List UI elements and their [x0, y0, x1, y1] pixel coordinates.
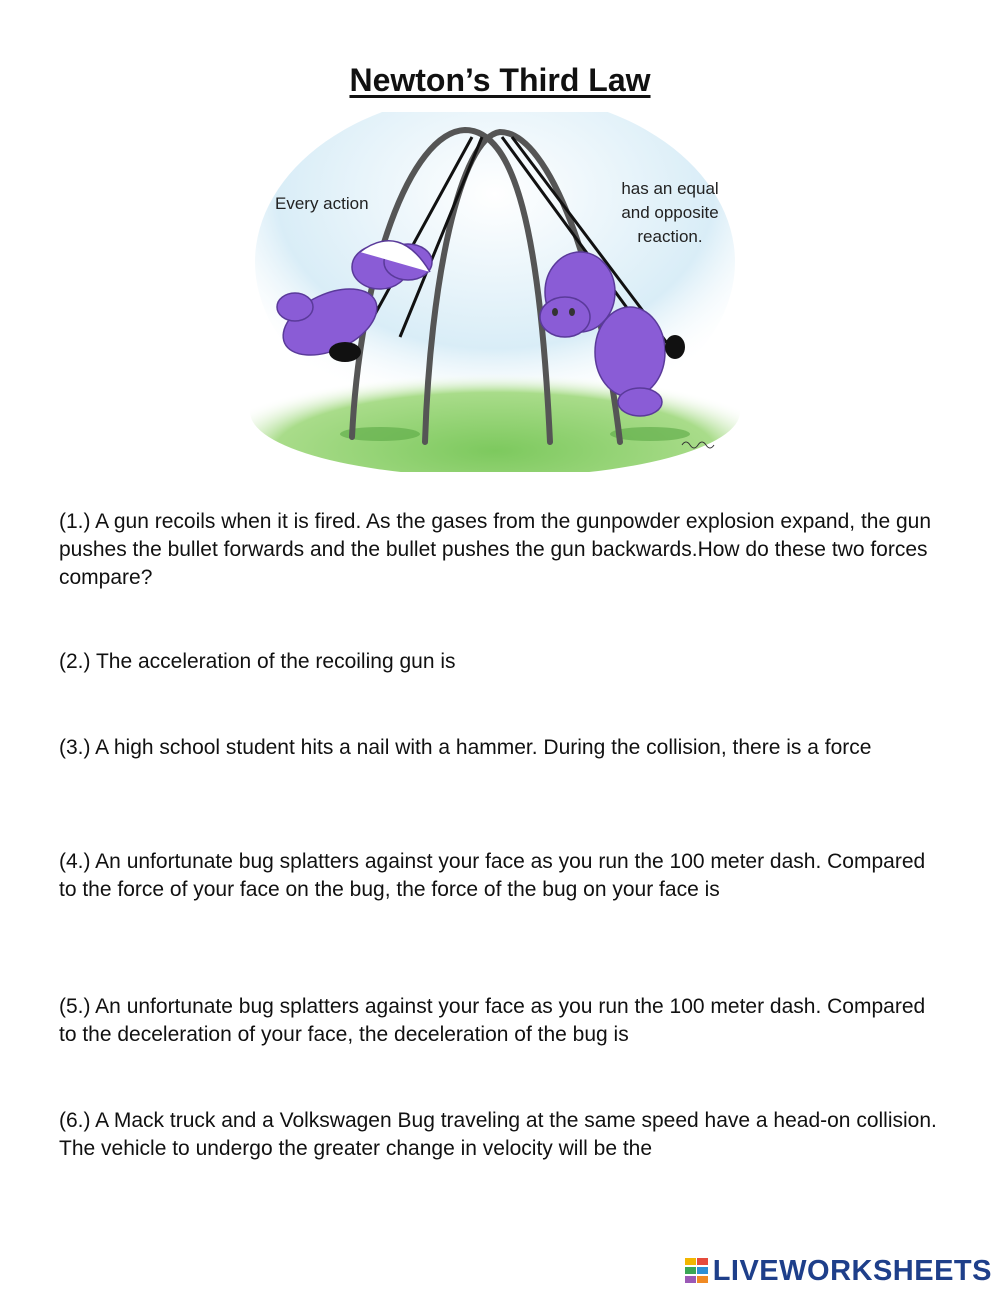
question-4: (4.) An unfortunate bug splatters against your face as you run the 100 meter dash. Compared to the force of your face on the bug, the force of the bug on your face is: [59, 850, 926, 901]
caption-left: Every action: [275, 194, 369, 213]
question-3: (3.) A high school student hits a nail with a hammer. During the collision, there is a force: [59, 736, 872, 759]
caption-right-line-1: has an equal: [621, 179, 719, 198]
caption-right-line-2: and opposite: [621, 203, 719, 222]
page-title: Newton’s Third Law: [349, 62, 651, 98]
liveworksheets-logo[interactable]: [685, 1254, 992, 1288]
question-5: (5.) An unfortunate bug splatters against your face as you run the 100 meter dash. Compared to the deceleration of your face, the deceleration of the bug is: [59, 995, 926, 1046]
question-6: (6.) A Mack truck and a Volkswagen Bug traveling at the same speed have a head-on collision. The vehicle to undergo the greater change in velocity will be the: [59, 1109, 937, 1160]
hippo-swing-illustration: [250, 112, 740, 472]
footer-brand: LIVEWORKSHEETS: [712, 1254, 992, 1287]
liveworksheets-blocks-icon: [685, 1258, 709, 1284]
question-1: (1.) A gun recoils when it is fired. As the gases from the gunpowder explosion expand, the gun pushes the bullet forwards and the bullet pushes the gun backwards.How do these two forces compare?: [59, 510, 932, 589]
question-2: (2.) The acceleration of the recoiling gun is: [59, 650, 456, 673]
caption-right-line-3: reaction.: [637, 227, 703, 246]
grass-ground: [250, 347, 740, 472]
